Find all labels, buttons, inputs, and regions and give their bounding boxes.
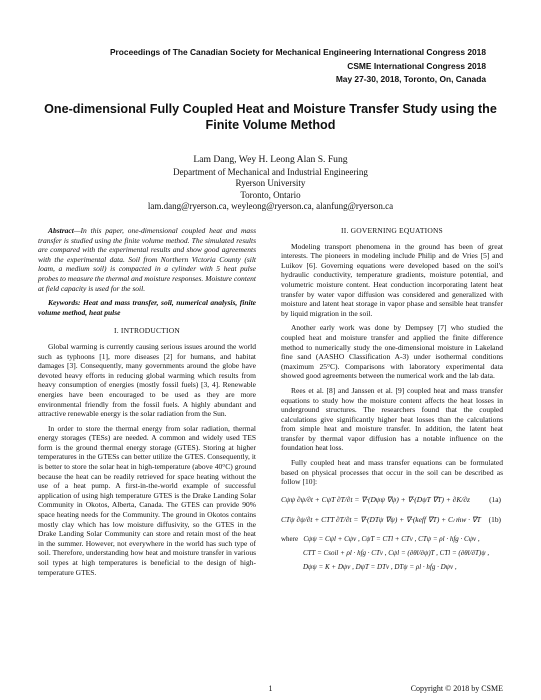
equation-1a-number: (1a) — [489, 494, 501, 504]
author-block — [60, 154, 481, 213]
keywords: Keywords: Heat and mass transfer, soil, numerical analysis, finite volume method, heat pulse — [38, 298, 256, 317]
congress-date-location: May 27-30, 2018, Toronto, On, Canada — [335, 74, 486, 84]
where-word: where — [281, 534, 299, 543]
where-line-1 — [281, 532, 503, 546]
author-city: Toronto, Ontario — [240, 189, 301, 200]
abstract-text: —In this paper, one-dimensional coupled heat and mass transfer is studied using the finite volume method. The simulated results are compared with the experimental results and show good agreements with the experimental data. Soil from Northern Victoria County (silt loam, a medium soil) is compacted in a cylinder with 5 heat pulse probes to measure the thermal and moisture responses. Moisture content at field capacity is used for the soil. — [38, 226, 256, 293]
governing-paragraph-1: Modeling transport phenomena in the ground has been of great interests. The pioneers in modeling include Philip and de Vries [5] and Luikov [6]. Governing equations were developed based on the soil's hydraulic conductivity, temperature gradients, moisture potential, and volumetric moisture content. Heat conduction incorporating latent heat transfer by water vapor diffusion was considered and generalized with moisture and latent heat storage in vapor phase and sensible heat transfer by liquid migration in the soil. — [281, 241, 503, 318]
abstract-lead: Abstract — [48, 226, 74, 235]
equation-1b — [281, 512, 503, 528]
where-line-3: Dψψ = K + Dψv , DψT = DTv , DTψ = ρl · hfg · Dψv , — [303, 562, 457, 571]
right-column — [281, 226, 503, 574]
intro-paragraph-1: Global warming is currently causing serious issues around the world such as typhoons [1], more diseases [2] for humans, and habitat damages [3]. Consequently, many governments around the globe have devoted heavy efforts in reducing global warming which results from heavy consumption of energies (mostly fossil fuels) [3, 4]. Renewable energies have been encouraged to be used as they are more environmental friendly from the fossil fuels. A highly abundant and attractive renewable energy is the solar radiation from the Sun. — [38, 341, 256, 419]
copyright-notice: Copyright © 2018 by CSME — [410, 684, 503, 693]
page-number: 1 — [268, 684, 273, 693]
governing-paragraph-4: Fully coupled heat and mass transfer equations can be formulated based on physical processes that occur in the soil can be described as follow [10]: — [281, 458, 503, 487]
author-emails[interactable]: lam.dang@ryerson.ca, weyleong@ryerson.ca, alanfung@ryerson.ca — [147, 201, 394, 211]
where-line-1-terms: Cψψ = Cψl + Cψv , CψT = CTl + CTv , CTψ = ρl · hfg · Cψv , — [303, 534, 480, 543]
abstract — [38, 226, 256, 293]
author-university: Ryerson University — [235, 178, 306, 188]
author-names: Lam Dang, Wey H. Leong Alan S. Fung — [193, 154, 348, 165]
governing-paragraph-3: Rees et al. [8] and Janssen et al. [9] coupled heat and mass transfer equations to study how the moisture content affects the heat losses in underground structures. The researchers found that the coupled calculations give significantly higher heat losses than the calculations from simple heat and moisture transfer. In addition, the latent heat transfer by thermal vapor diffusion has a notable influence on the foundation heat loss. — [281, 385, 503, 453]
left-column — [38, 226, 256, 582]
paper-title: One-dimensional Fully Coupled Heat and Moisture Transfer Study using the Finite Volume Method — [44, 102, 497, 132]
congress-name: CSME International Congress 2018 — [347, 61, 486, 71]
equation-1a-body: Cψψ ∂ψ/∂t + CψT ∂T/∂t = ∇·(Dψψ ∇ψ) + ∇·(DψT ∇T) + ∂K/∂z — [281, 494, 470, 504]
where-line-2: CTT = Csoil + ρl · hfg · CTv , Cψl = (∂θl/∂ψ)T , CTl = (∂θl/∂T)ψ , — [303, 548, 490, 557]
equation-1b-body: CTψ ∂ψ/∂t + CTT ∂T/∂t = ∇·(DTψ ∇ψ) + ∇·(keff ∇T) + Cₗ ṁw · ∇T — [281, 514, 481, 524]
author-department: Department of Mechanical and Industrial Engineering — [173, 166, 368, 177]
proceedings-header: Proceedings of The Canadian Society for Mechanical Engineering International Congress 2018 — [109, 47, 486, 57]
intro-paragraph-2: In order to store the thermal energy from solar radiation, thermal energy storages (TESs) are needed. A common and widely used TES form is the ground thermal energy storage (GTES). Storing at higher temperatures in the GTESs can better utilize the GTES. Consequently, it is better to store the solar heat in high-temperature (above 40°C) ground because the heat can be readily retrieved for space heating without the use of a heat pump. A first-in-the-world example of successful application of using high temperature GTES is the Drake Landing Solar Community in Okotos, Alberta, Canada. The GTES can provide 90% space heating needs for the Community. The ground in Okotos contains mostly clay which has low moisture diffusivity, so the GTES in the Drake Landing Solar Community can store and retain most of the heat in the summer. However, not everywhere in the world has such type of soil. Therefore, understanding how heat and moisture transfer in various soil types at high temperatures is beneficial to the design of high-temperature GTES. — [38, 423, 256, 577]
governing-paragraph-2: Another early work was done by Dempsey [7] who studied the coupled heat and moisture transfer and applied the finite difference method to numerically study the one-dimensional moisture in Lakeland fine sand (AASHO Classification A-3) under isothermal conditions (maximum 25°C). Comparisons with laboratory experimental data showed good agreements between the numerical work and the lab data. — [281, 323, 503, 381]
section-heading-introduction: I. INTRODUCTION — [114, 326, 180, 336]
section-heading-governing-equations: II. GOVERNING EQUATIONS — [341, 226, 443, 235]
equation-1b-number: (1b) — [488, 514, 501, 524]
equation-1a — [281, 492, 503, 508]
